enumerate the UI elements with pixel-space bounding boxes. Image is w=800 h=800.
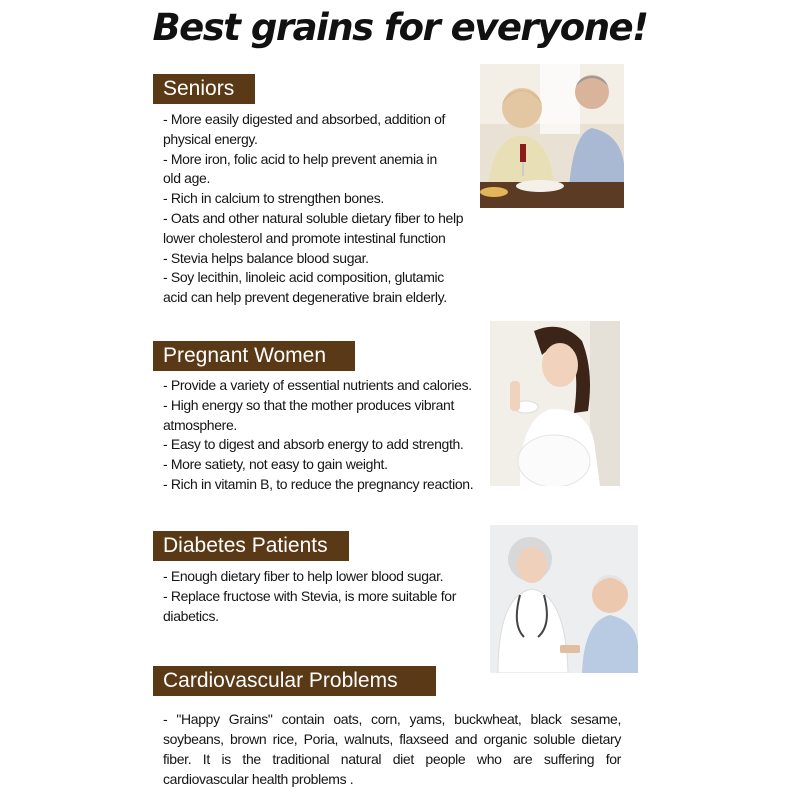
list-item: - Provide a variety of essential nutrients and calories. bbox=[163, 377, 472, 393]
section-heading-seniors: Seniors bbox=[153, 74, 255, 104]
list-item: - Rich in calcium to strengthen bones. bbox=[163, 190, 384, 207]
seniors-dining-photo bbox=[480, 64, 624, 208]
list-item: - Rich in vitamin B, to reduce the pregnancy reaction. bbox=[163, 475, 474, 492]
list-item: - High energy so that the mother produces vibrant bbox=[163, 396, 455, 413]
pregnant-women-benefits-list bbox=[163, 376, 473, 495]
list-item: - More easily digested and absorbed, addition of bbox=[163, 111, 446, 127]
list-item: - Oats and other natural soluble dietary fiber to help bbox=[163, 209, 464, 226]
section-heading-pregnant-women: Pregnant Women bbox=[153, 341, 355, 371]
list-item: acid can help prevent degenerative brain elderly. bbox=[163, 289, 447, 306]
list-item: diabetics. bbox=[163, 607, 219, 624]
seniors-benefits-list bbox=[163, 110, 463, 308]
list-item: - Enough dietary fiber to help lower blood sugar. bbox=[163, 568, 444, 584]
list-item: - Stevia helps balance blood sugar. bbox=[163, 249, 369, 266]
diabetes-patients-benefits-list bbox=[163, 567, 456, 626]
list-item: old age. bbox=[163, 170, 211, 187]
section-heading-diabetes-patients: Diabetes Patients bbox=[153, 531, 349, 561]
section-heading-cardiovascular-problems: Cardiovascular Problems bbox=[153, 666, 436, 696]
list-item: - Soy lecithin, linoleic acid composition, glutamic bbox=[163, 269, 444, 286]
list-item: - More satiety, not easy to gain weight. bbox=[163, 456, 388, 473]
list-item: physical energy. bbox=[163, 130, 258, 147]
list-item: - More iron, folic acid to help prevent anemia in bbox=[163, 150, 437, 167]
list-item: - Replace fructose with Stevia, is more suitable for bbox=[163, 587, 457, 604]
list-item: - Easy to digest and absorb energy to add strength. bbox=[163, 436, 464, 453]
list-item: atmosphere. bbox=[163, 416, 237, 433]
pregnant-woman-photo bbox=[490, 321, 620, 486]
page-title: Best grains for everyone! bbox=[152, 6, 648, 49]
cardiovascular-paragraph: - "Happy Grains" contain oats, corn, yams, buckwheat, black sesame, soybeans, brown rice, Poria, walnuts, flaxseed and organic soluble dietary fiber. It is the traditional natural diet people who are suffering for cardiovascular health problems . bbox=[163, 711, 621, 787]
list-item: lower cholesterol and promote intestinal function bbox=[163, 229, 446, 246]
doctor-patient-photo bbox=[490, 525, 638, 673]
